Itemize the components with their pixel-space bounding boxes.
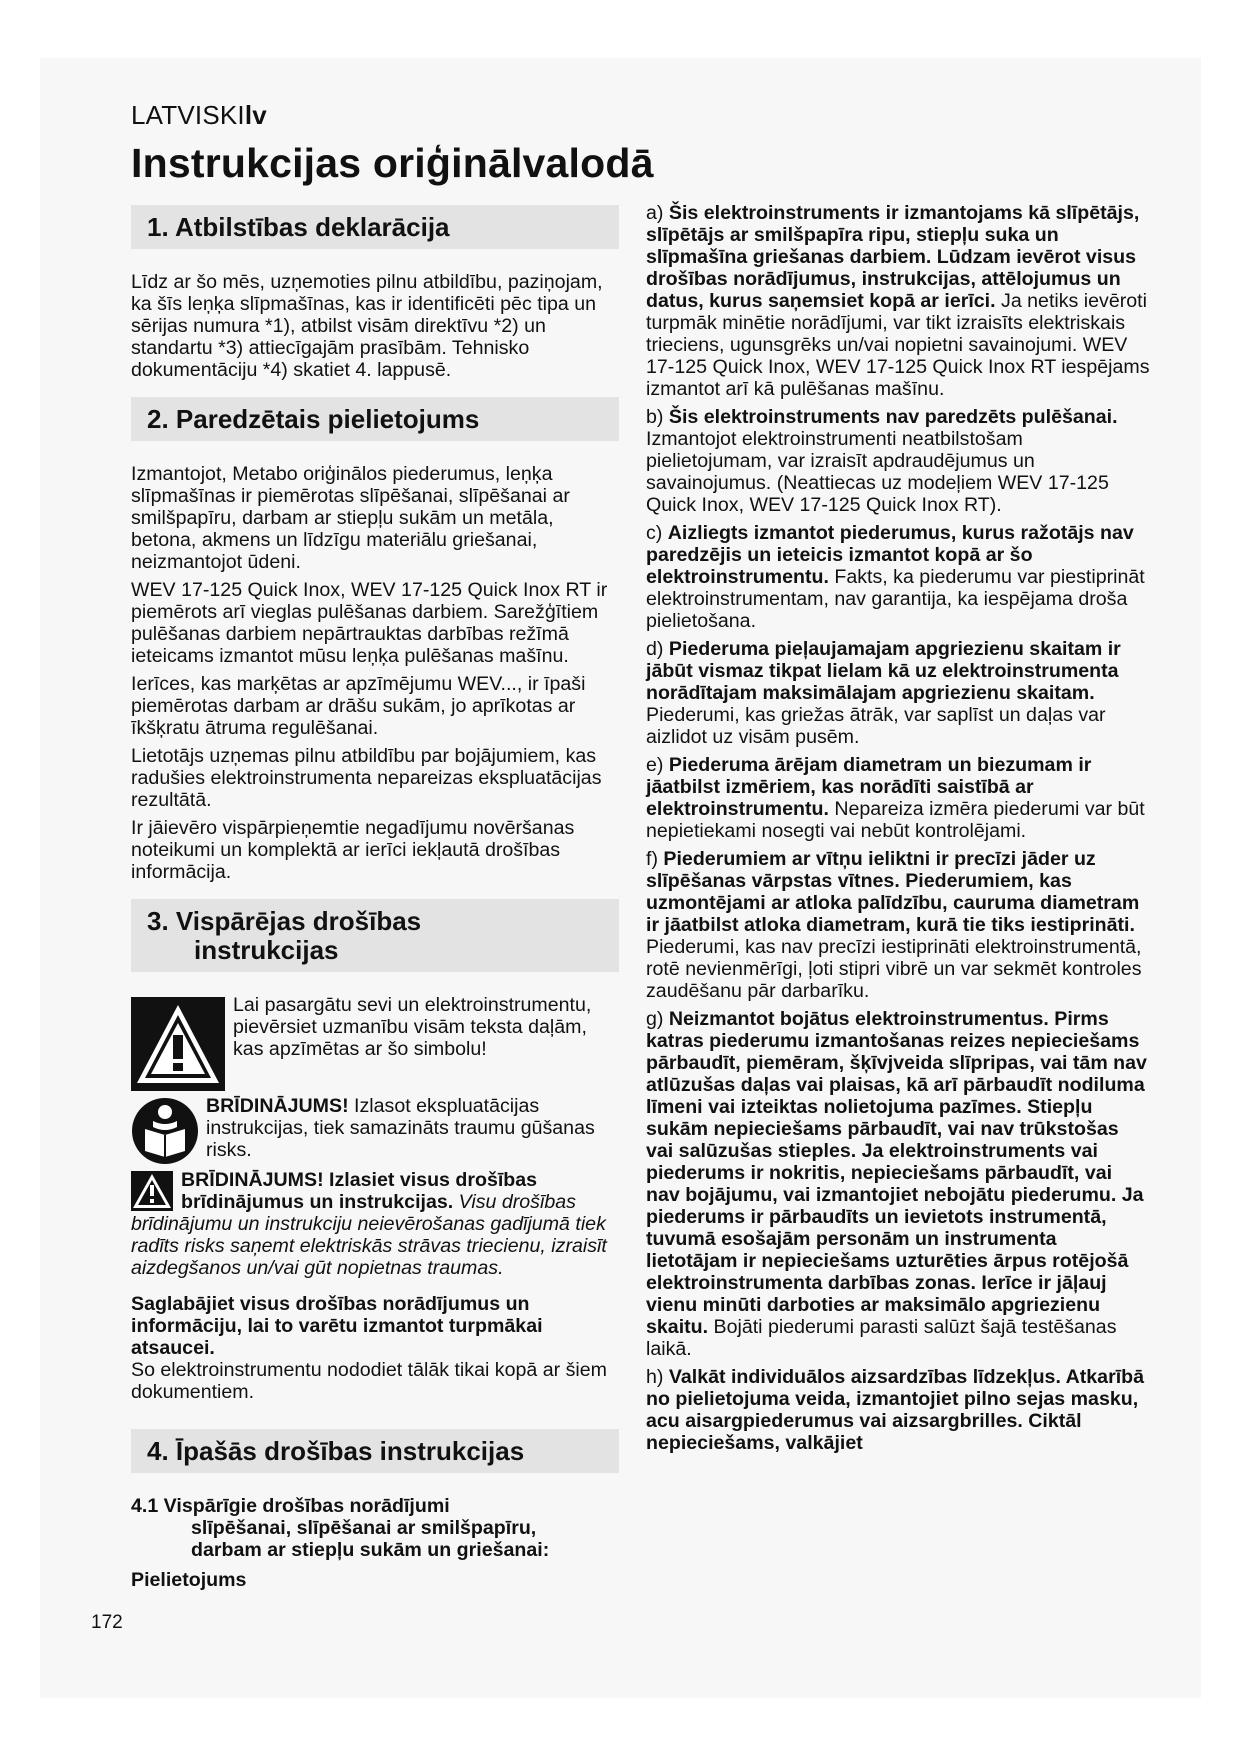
subsection-4-1-heading: 4.1 Vispārīgie drošības norādījumi slīpēšanai, slīpēšanai ar smilšpapīru, darbam ar stiepļu sukām un griešanai:: [131, 1495, 550, 1561]
item-c: c) Aizliegts izmantot piederumus, kurus ražotājs nav paredzējis un ieteicis izmantot kopā ar šo elektroinstrumentu. Fakts, ka piederumu var piestiprināt elektroinstrumentam, nav garantija, ka iespējama droša pielietošana.: [646, 522, 1145, 632]
s2-paragraph-2: WEV 17-125 Quick Inox, WEV 17-125 Quick Inox RT ir piemērots arī vieglas pulēšanas darbiem. Sarežģītiem pulēšanas darbiem nepārtrauktas darbības režīmā ieteicams izmantot mūsu leņķa pulēšanas mašīnu.: [131, 579, 608, 667]
s1-paragraph: Līdz ar šo mēs, uzņemoties pilnu atbildību, paziņojam, ka šīs leņķa slīpmašīnas, kas ir identificēti pēc tipa un sērijas numura *1), atbilst visām direktīvu *2) un standartu *3) attiecīgajām prasībām. Tehnisko dokumentāciju *4) skatiet 4. lappusē.: [131, 271, 603, 381]
s2-paragraph-4: Lietotājs uzņemas pilnu atbildību par bojājumiem, kas radušies elektroinstrumenta nepareizas ekspluatācijas rezultātā.: [131, 745, 602, 811]
general-warning-paragraph: BRĪDINĀJUMS! Izlasiet visus drošības brīdinājumus un instrukcijas. Visu drošības brīdinājumu un instrukciju neievērošanas gadījumā tiek radīts risks saņemt elektriskās strāvas triecienu, izraisīt aizdegšanos un/vai gūt nopietnas traumas.: [131, 1169, 607, 1279]
s2-paragraph-5: Ir jāievēro vispārpieņemtie negadījumu novēršanas noteikumi un komplektā ar ierīci iekļautā drošības informācija.: [131, 817, 575, 883]
s2-paragraph-1: Izmantojot, Metabo oriģinālos piederumus, leņķa slīpmašīnas ir piemērotas slīpēšanai, slīpēšanai ar smilšpapīru, darbam ar stiepļu sukām un metāla, betona, akmens un līdzīgu materiālu griešanai, neizmantojot ūdeni.: [131, 463, 570, 573]
read-manual-icon: [131, 1097, 199, 1165]
warning-triangle-icon: [131, 997, 225, 1091]
item-d: d) Piederuma pieļaujamajam apgriezienu skaitam ir jābūt vismaz tikpat lielam kā uz elektroinstrumenta norādītajam maksimālajam apgriezienu skaitam. Piederumi, kas griežas ātrāk, var saplīst un daļas var aizlidot uz visām pusēm.: [646, 638, 1121, 748]
subsection-application-heading: Pielietojums: [131, 1569, 247, 1591]
s2-paragraph-3: Ierīces, kas marķētas ar apzīmējumu WEV..., ir īpaši piemērotas darbam ar drāšu sukām, jo aprīkotas ar īkšķratu ātruma regulēšanai.: [131, 673, 586, 739]
save-instructions-paragraph: Saglabājiet visus drošības norādījumus un informāciju, lai to varētu izmantot turpmākai atsaucei. So elektroinstrumentu nododiet tālāk tikai kopā ar šiem dokumentiem.: [131, 1293, 607, 1403]
page-title: Instrukcijas oriģinālvalodā: [131, 140, 654, 186]
right-column: [646, 202, 1151, 1460]
small-warning-icon: [131, 1171, 173, 1211]
item-e: e) Piederuma ārējam diametram un biezumam ir jāatbilst izmēriem, kas norādīti saistībā ar elektroinstrumentu. Nepareiza izmēra piederumi var būt nepietiekami nosegti vai nebūt kontrolējami.: [646, 754, 1145, 842]
section-3-heading: 3. Vispārējas drošības instrukcijas: [131, 899, 619, 972]
warning-symbol-text: Lai pasargātu sevi un elektroinstrumentu, pievērsiet uzmanību visām teksta daļām, kas apzīmētas ar šo simbolu!: [233, 994, 592, 1060]
item-b: b) Šis elektroinstruments nav paredzēts pulēšanai. Izmantojot elektroinstrumenti neatbilstošam pielietojumam, var izraisīt apdraudējumus un savainojumus. (Neattiecas uz modeļiem WEV 17-125 Quick Inox, WEV 17-125 Quick Inox RT).: [646, 406, 1118, 516]
language-name: LATVISKI: [131, 100, 245, 130]
page-number: 172: [91, 1612, 123, 1633]
item-h: h) Valkāt individuālos aizsardzības līdzekļus. Atkarībā no pielietojuma veida, izmantojiet pilno sejas masku, acu aisargpiederumus vai aizsargbrilles. Ciktāl nepieciešams, valkājiet: [646, 1366, 1145, 1454]
section-4-heading: 4. Īpašās drošības instrukcijas: [131, 1429, 619, 1473]
language-header: [131, 100, 267, 131]
section-1-heading: 1. Atbilstības deklarācija: [131, 205, 619, 249]
item-f: f) Piederumiem ar vītņu ieliktni ir precīzi jāder uz slīpēšanas vārpstas vītnes. Piederumiem, kas uzmontējami ar atloka palīdzību, cauruma diametram ir jāatbilst atloka diametram, kurā tie tiks iestiprināti. Piederumi, kas nav precīzi iestiprināti elektroinstrumentā, rotē nevienmērīgi, ļoti stipri vibrē un var sekmēt kontroles zaudēšanu pār darbarīku.: [646, 848, 1142, 1002]
left-column: [131, 205, 619, 1593]
manual-symbol-text: BRĪDINĀJUMS! Izlasot ekspluatācijas instrukcijas, tiek samazināts traumu gūšanas risks.: [206, 1095, 595, 1161]
language-code: lv: [244, 100, 267, 130]
item-a: a) Šis elektroinstruments ir izmantojams kā slīpētājs, slīpētājs ar smilšpapīra ripu, stiepļu suka un slīpmašīna griešanas darbiem. Lūdzam ievērot visus drošības norādījumus, instrukcijas, attēlojumus un datus, kurus saņemsiet kopā ar ierīci. Ja netiks ievēroti turpmāk minētie norādījumi, var tikt izraisīts elektriskais trieciens, ugunsgrēks un/vai nopietni savainojumi. WEV 17-125 Quick Inox, WEV 17-125 Quick Inox RT iespējams izmantot arī kā pulēšanas mašīnu.: [646, 202, 1150, 400]
item-g: g) Neizmantot bojātus elektroinstrumentus. Pirms katras piederumu izmantošanas reizes nepieciešams pārbaudīt, piemēram, šķīvjveida slīpripas, vai tām nav atlūzušas daļas vai plaisas, kā arī pārbaudīt nodiluma līmeni vai izteiktas nolietojuma pazīmes. Stiepļu sukām nepieciešams pārbaudīt, vai nav trūkstošas vai salūzušas stieples. Ja elektroinstruments vai piederums ir nokritis, nepieciešams pārbaudīt, vai nav bojājumu, vai izmantojiet nebojātu piederumu. Ja piederums ir pārbaudīts un ievietots instrumentā, tuvumā esošajām personām un instrumenta lietotājam ir nepieciešams uzturēties ārpus rotējošā elektroinstrumenta darbības zonas. Ierīce ir jāļauj vienu minūti darboties ar maksimālo apgriezienu skaitu. Bojāti piederumi parasti salūzt šajā testēšanas laikā.: [646, 1008, 1147, 1360]
warning-symbol-row: [131, 994, 619, 1091]
section-2-heading: 2. Paredzētais pielietojums: [131, 397, 619, 441]
manual-symbol-row: [131, 1095, 619, 1165]
